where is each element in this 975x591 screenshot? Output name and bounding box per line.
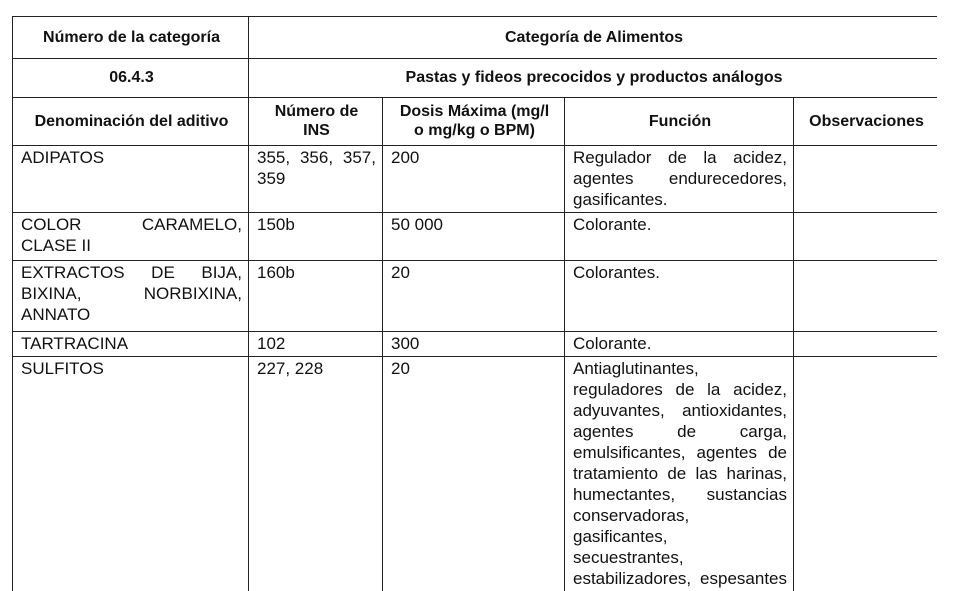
- ins-line: 359: [257, 169, 286, 188]
- function-line: secuestrantes,: [573, 548, 684, 567]
- column-header-dose-line1: Dosis Máxima (mg/l: [399, 103, 550, 120]
- category-number-label: Número de la categoría: [13, 17, 249, 59]
- dose-cell: 50 000: [383, 213, 565, 261]
- observations-cell: [794, 332, 938, 357]
- function-line: Antiaglutinantes,: [573, 359, 699, 378]
- additive-line: ADIPATOS: [21, 148, 105, 167]
- additive-line: EXTRACTOS DE BIJA,: [21, 263, 242, 282]
- function-line: humectantes, sustancias: [573, 485, 787, 504]
- ins-cell: [249, 146, 383, 213]
- observations-cell: [794, 357, 938, 591]
- function-cell: [565, 261, 794, 332]
- observations-cell: [794, 146, 938, 213]
- additive-cell: [13, 146, 249, 213]
- function-line: estabilizadores, espesantes: [573, 569, 787, 588]
- ins-line: 150b: [257, 215, 295, 234]
- additive-cell: [13, 213, 249, 261]
- function-cell: [565, 357, 794, 591]
- table-row: [13, 357, 938, 591]
- function-line: agentes de carga,: [573, 422, 787, 441]
- dose-cell: 200: [383, 146, 565, 213]
- function-line: Regulador de la acidez,: [573, 148, 787, 167]
- food-category-label: Categoría de Alimentos: [249, 17, 938, 59]
- column-header-row: [13, 98, 938, 146]
- additive-line: CLASE II: [21, 236, 91, 255]
- function-line: reguladores de la acidez,: [573, 380, 787, 399]
- function-line: adyuvantes, antioxidantes,: [573, 401, 787, 420]
- ins-line: 160b: [257, 263, 295, 282]
- function-line: agentes endurecedores,: [573, 169, 787, 188]
- additives-table-page: [12, 16, 937, 591]
- function-line: Colorante.: [573, 334, 652, 353]
- column-header-function: Función: [565, 98, 794, 146]
- dose-cell: 300: [383, 332, 565, 357]
- function-line: tratamiento de las harinas,: [573, 464, 787, 483]
- table-row: [13, 261, 938, 332]
- ins-line: 227, 228: [257, 359, 324, 378]
- function-line: emulsificantes, agentes de: [573, 443, 787, 462]
- observations-cell: [794, 213, 938, 261]
- column-header-ins: [249, 98, 383, 146]
- column-header-dose-line2: o mg/kg o BPM): [414, 122, 535, 139]
- function-cell: [565, 332, 794, 357]
- function-line: Colorante.: [573, 215, 652, 234]
- ins-line: 355, 356, 357,: [257, 148, 376, 167]
- additive-cell: [13, 332, 249, 357]
- function-cell: [565, 146, 794, 213]
- additive-line: ANNATO: [21, 305, 91, 324]
- table-row: [13, 213, 938, 261]
- function-line: Colorantes.: [573, 263, 660, 282]
- function-line: gasificantes.: [573, 190, 668, 209]
- table-row: [13, 146, 938, 213]
- additive-cell: [13, 261, 249, 332]
- table-row: [13, 332, 938, 357]
- ins-line: 102: [257, 334, 286, 353]
- column-header-observations: Observaciones: [794, 98, 938, 146]
- column-header-ins-line1: Número de: [274, 103, 359, 120]
- column-header-ins-line2: INS: [303, 122, 330, 139]
- ins-cell: [249, 332, 383, 357]
- category-header-row: [13, 17, 938, 59]
- additive-line: TARTRACINA: [21, 334, 129, 353]
- observations-cell: [794, 261, 938, 332]
- additive-line: SULFITOS: [21, 359, 104, 378]
- ins-cell: [249, 261, 383, 332]
- category-code: 06.4.3: [13, 59, 249, 98]
- category-code-row: [13, 59, 938, 98]
- function-line: conservadoras, gasificantes,: [573, 506, 690, 546]
- category-name: Pastas y fideos precocidos y productos análogos: [249, 59, 938, 98]
- ins-cell: [249, 213, 383, 261]
- additive-cell: [13, 357, 249, 591]
- additive-line: COLOR CARAMELO,: [21, 215, 242, 234]
- column-header-additive: Denominación del aditivo: [13, 98, 249, 146]
- ins-cell: [249, 357, 383, 591]
- additive-line: BIXINA, NORBIXINA,: [21, 284, 242, 303]
- column-header-dose: [383, 98, 565, 146]
- dose-cell: 20: [383, 357, 565, 591]
- food-additives-table: [12, 16, 937, 591]
- function-cell: [565, 213, 794, 261]
- dose-cell: 20: [383, 261, 565, 332]
